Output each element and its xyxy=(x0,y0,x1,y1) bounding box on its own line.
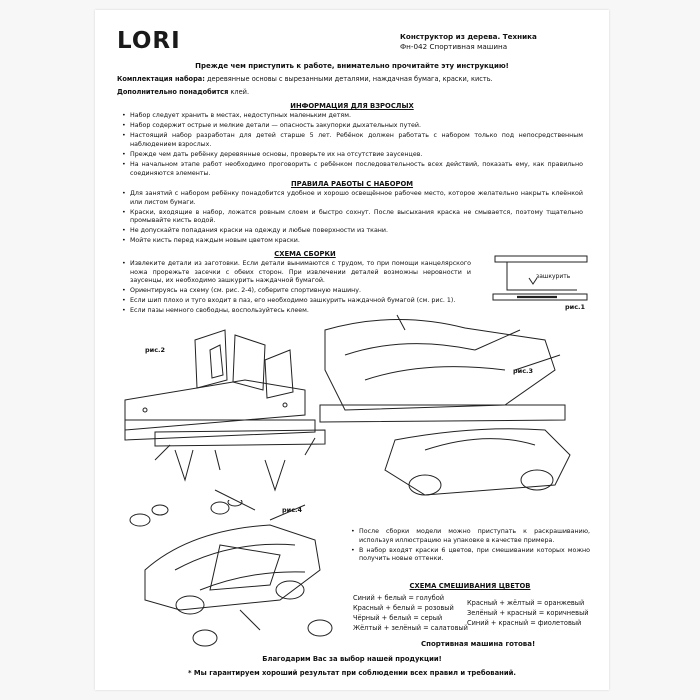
list-item: • Ориентируясь на схему (см. рис. 2-4), соберите спортивную машину. xyxy=(121,287,471,296)
mixing-heading: СХЕМА СМЕШИВАНИЯ ЦВЕТОВ xyxy=(409,582,531,590)
list-item: • На начальном этапе работ необходимо проговорить с ребёнком последовательность всех действий, показать ему, как правильно соединяются элементы. xyxy=(121,161,583,178)
mixing-item: Жёлтый + зелёный = салатовый xyxy=(353,624,468,632)
figure-3-label: рис.3 xyxy=(513,367,534,375)
list-item: • Настоящий набор разработан для детей старше 5 лет. Ребёнок должен работать с набором только под непосредственным наблюдением взрослых. xyxy=(121,132,583,149)
mixing-item: Синий + красный = фиолетовый xyxy=(467,619,582,627)
mixing-item: Зелёный + красный = коричневый xyxy=(467,609,589,617)
info-list xyxy=(121,112,583,180)
list-item: • Если шип плохо и туго входит в паз, его необходимо зашкурить наждачной бумагой (см. рис. 1). xyxy=(121,297,471,306)
mixing-left-list xyxy=(353,593,468,633)
figure-4-label: рис.4 xyxy=(282,506,303,514)
list-item: • Прежде чем дать ребёнку деревянные основы, проверьте их на отсутствие заусенцев. xyxy=(121,151,583,160)
instruction-sheet xyxy=(95,10,609,690)
list-item: • Для занятий с набором ребёнку понадобится удобное и хорошо освещённое рабочее место, которое желательно накрыть клеёнкой или листом бумаги. xyxy=(121,190,583,207)
mixing-right-list xyxy=(467,598,589,628)
kit-label: Комплектация набора: xyxy=(117,75,205,83)
kit-contents xyxy=(117,75,587,84)
rules-list xyxy=(121,190,583,248)
list-item: • Мойте кисть перед каждым новым цветом краски. xyxy=(121,237,583,246)
mixing-item: Красный + жёлтый = оранжевый xyxy=(467,599,585,607)
ready-message: Спортивная машина готова! xyxy=(421,640,536,648)
thanks-message: Благодарим Вас за выбор нашей продукции! xyxy=(262,655,442,663)
header-block xyxy=(400,32,537,52)
assembly-heading: СХЕМА СБОРКИ xyxy=(274,250,336,258)
guarantee-note: * Мы гарантируем хороший результат при соблюдении всех правил и требований. xyxy=(188,669,516,677)
list-item: • Набор содержит острые и мелкие детали — опасность закупорки дыхательных путей. xyxy=(121,122,583,131)
brand-logo: LORI xyxy=(117,28,181,54)
figure-3-body xyxy=(305,310,590,510)
mixing-item: Чёрный + белый = серый xyxy=(353,614,443,622)
mixing-item: Синий + белый = голубой xyxy=(353,594,445,602)
extra-label: Дополнительно понадобится xyxy=(117,88,229,96)
figure-1-label: рис.1 xyxy=(565,303,586,311)
extra-needed xyxy=(117,88,587,97)
figure-1-note: зашкурить xyxy=(536,273,571,280)
product-subtitle: Фн-042 Спортивная машина xyxy=(400,42,508,51)
list-item: • После сборки модели можно приступать к раскрашиванию, используя иллюстрацию на упаковке в качестве примера. xyxy=(350,528,590,545)
info-heading: ИНФОРМАЦИЯ ДЛЯ ВЗРОСЛЫХ xyxy=(290,102,414,110)
product-title: Конструктор из дерева. Техника xyxy=(400,32,537,41)
list-item: • Извлеките детали из заготовки. Если детали вынимаются с трудом, то при помощи канцелярского ножа прорежьте засечки с обеих сторон. При извлечении деталей возможны неровности и заусенцы, их необходимо зашкурить наждачной бумагой. xyxy=(121,260,471,286)
list-item: • В набор входят краски 6 цветов, при смешивании которых можно получить новые оттенки. xyxy=(350,547,590,564)
kit-text: деревянные основы с вырезанными деталями, наждачная бумага, краски, кисть. xyxy=(204,75,493,83)
list-item: • Краски, входящие в набор, ложатся ровным слоем и быстро сохнут. После высыхания краска не смывается, поэтому тщательно промывайте кисть водой. xyxy=(121,209,583,226)
list-item: • Не допускайте попадания краски на одежду и любые поверхности из ткани. xyxy=(121,227,583,236)
list-item: • Если пазы немного свободны, воспользуйтесь клеем. xyxy=(121,307,471,316)
painting-list xyxy=(350,528,590,565)
list-item: • Набор следует хранить в местах, недоступных маленьким детям. xyxy=(121,112,583,121)
extra-text: клей. xyxy=(228,88,250,96)
rules-heading: ПРАВИЛА РАБОТЫ С НАБОРОМ xyxy=(290,180,414,188)
assembly-list xyxy=(121,260,471,318)
intro-warning: Прежде чем приступить к работе, внимательно прочитайте эту инструкцию! xyxy=(195,62,509,70)
mixing-item: Красный + белый = розовый xyxy=(353,604,454,612)
figure-4-car xyxy=(120,500,335,660)
figure-2-label: рис.2 xyxy=(145,346,166,354)
